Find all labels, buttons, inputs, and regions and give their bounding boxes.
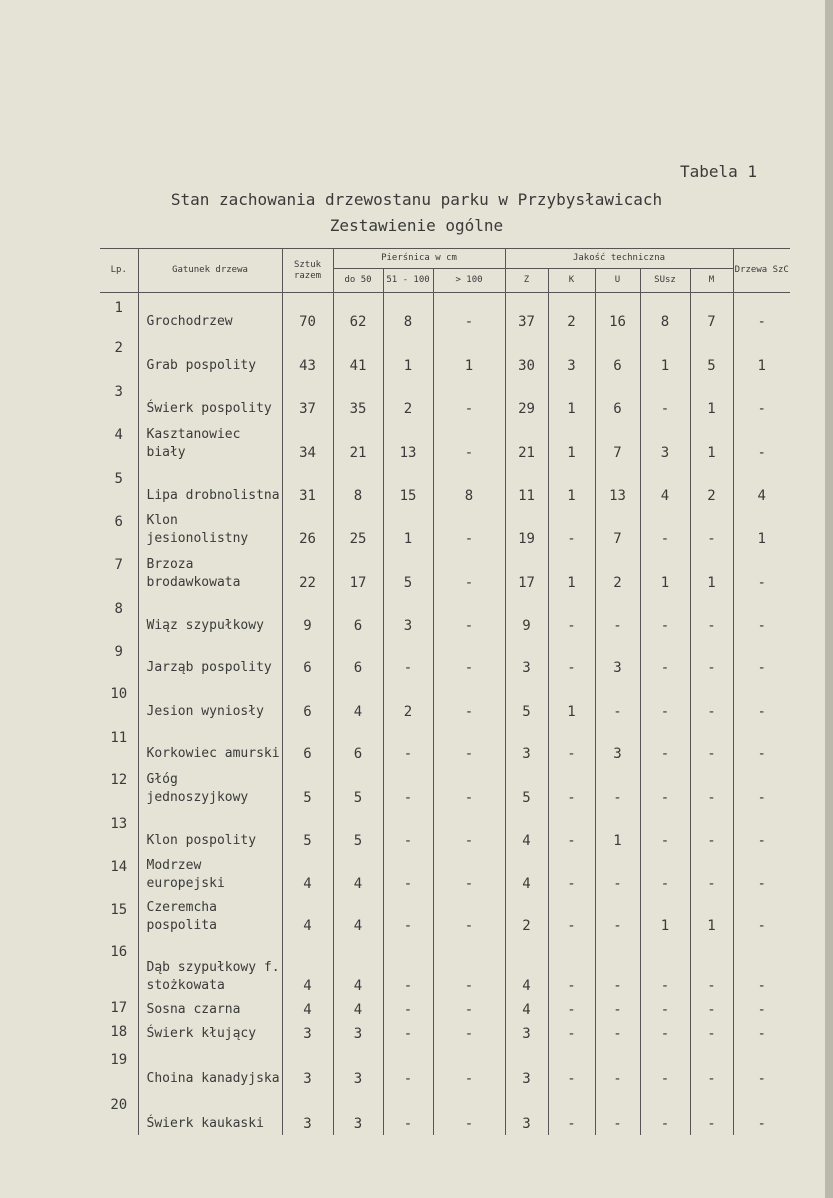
header-total: Sztuk razem — [282, 249, 333, 293]
row-value: - — [548, 1021, 595, 1045]
row-lp: 8 — [114, 600, 123, 617]
row-value: 6 — [282, 723, 333, 765]
row-value: 1 — [690, 550, 733, 594]
row-value: - — [433, 679, 505, 723]
row-value: - — [640, 679, 690, 723]
table-row — [100, 420, 790, 464]
row-value: 5 — [333, 765, 383, 809]
table-row — [100, 937, 790, 997]
row-value: 21 — [505, 420, 548, 464]
row-value: 4 — [282, 997, 333, 1021]
row-value: 1 — [548, 377, 595, 420]
row-value: 5 — [505, 679, 548, 723]
row-value: - — [433, 420, 505, 464]
row-value: 1 — [595, 809, 640, 852]
row-value: 17 — [333, 550, 383, 594]
row-value: 1 — [548, 679, 595, 723]
row-value: 4 — [333, 852, 383, 895]
header-z: Z — [505, 269, 548, 293]
row-value: 29 — [505, 377, 548, 420]
row-species: Klon jesionolistny — [138, 507, 282, 550]
table-row — [100, 333, 790, 377]
row-value: 41 — [333, 333, 383, 377]
row-value: - — [733, 550, 790, 594]
row-value: 8 — [333, 464, 383, 507]
row-lp: 10 — [110, 685, 128, 702]
row-value: - — [433, 765, 505, 809]
header-susz: SUsz — [640, 269, 690, 293]
row-species: Brzoza brodawkowata — [138, 550, 282, 594]
header-u: U — [595, 269, 640, 293]
row-value: 4 — [282, 937, 333, 997]
table-row — [100, 1090, 790, 1135]
row-lp: 19 — [110, 1051, 128, 1068]
row-value: - — [595, 895, 640, 937]
row-value: - — [595, 852, 640, 895]
row-species: Lipa drobnolistna — [138, 464, 282, 507]
row-value: - — [690, 1045, 733, 1090]
row-value: - — [733, 293, 790, 333]
row-value: 4 — [505, 937, 548, 997]
row-value: 3 — [282, 1090, 333, 1135]
table-row — [100, 1045, 790, 1090]
row-value: 3 — [383, 594, 433, 637]
row-value: - — [383, 1090, 433, 1135]
row-value: 3 — [333, 1021, 383, 1045]
row-value: 4 — [733, 464, 790, 507]
row-value: - — [383, 809, 433, 852]
row-species: Świerk kaukaski — [138, 1090, 282, 1135]
row-lp: 7 — [114, 556, 123, 573]
row-species: Choina kanadyjska — [138, 1045, 282, 1090]
table-row — [100, 637, 790, 679]
row-value: 25 — [333, 507, 383, 550]
row-value: - — [548, 1045, 595, 1090]
row-value: - — [690, 679, 733, 723]
row-value: 3 — [333, 1090, 383, 1135]
row-lp: 5 — [114, 470, 123, 487]
table-row — [100, 679, 790, 723]
header-quality: Jakość techniczna — [505, 249, 733, 269]
row-value: - — [548, 937, 595, 997]
row-value: 26 — [282, 507, 333, 550]
table-label: Tabela 1 — [680, 162, 758, 181]
row-value: - — [383, 1045, 433, 1090]
row-value: 4 — [333, 679, 383, 723]
row-value: - — [640, 1021, 690, 1045]
row-value: 17 — [505, 550, 548, 594]
row-value: 3 — [505, 1021, 548, 1045]
row-value: 6 — [282, 679, 333, 723]
row-value: - — [548, 895, 595, 937]
row-lp: 1 — [114, 300, 123, 316]
row-value: - — [595, 679, 640, 723]
row-value: - — [733, 997, 790, 1021]
row-lp: 16 — [110, 943, 128, 960]
row-value: - — [640, 637, 690, 679]
row-species: Grab pospolity — [138, 333, 282, 377]
row-value: 7 — [595, 507, 640, 550]
row-value: 4 — [505, 997, 548, 1021]
row-value: 62 — [333, 293, 383, 333]
row-species: Jarząb pospolity — [138, 637, 282, 679]
table-subtitle: Zestawienie ogólne — [329, 216, 504, 235]
row-value: - — [595, 594, 640, 637]
row-value: 1 — [690, 377, 733, 420]
table-row — [100, 1021, 790, 1045]
row-lp: 15 — [110, 901, 128, 918]
row-value: - — [690, 637, 733, 679]
row-value: 3 — [333, 1045, 383, 1090]
row-value: 6 — [595, 333, 640, 377]
row-value: 6 — [333, 637, 383, 679]
row-value: 2 — [548, 293, 595, 333]
row-lp: 3 — [114, 383, 123, 400]
row-value: 4 — [640, 464, 690, 507]
row-lp: 2 — [114, 339, 123, 356]
row-value: - — [690, 809, 733, 852]
row-value: 4 — [333, 937, 383, 997]
row-value: 8 — [383, 293, 433, 333]
row-value: - — [383, 637, 433, 679]
row-value: 13 — [595, 464, 640, 507]
row-value: 3 — [505, 637, 548, 679]
row-value: 1 — [383, 507, 433, 550]
row-value: 4 — [505, 852, 548, 895]
row-value: 5 — [282, 765, 333, 809]
row-value: - — [733, 809, 790, 852]
row-species: Dąb szypułkowy f. stożkowata — [138, 937, 282, 997]
row-value: 1 — [383, 333, 433, 377]
row-value: 3 — [505, 1045, 548, 1090]
row-value: - — [433, 1090, 505, 1135]
row-value: - — [733, 1021, 790, 1045]
row-value: 19 — [505, 507, 548, 550]
row-value: - — [383, 895, 433, 937]
row-value: - — [640, 1045, 690, 1090]
row-value: - — [733, 637, 790, 679]
row-value: - — [640, 765, 690, 809]
row-value: 4 — [282, 852, 333, 895]
row-value: - — [690, 852, 733, 895]
row-value: - — [733, 937, 790, 997]
row-value: 3 — [548, 333, 595, 377]
row-value: 4 — [282, 895, 333, 937]
row-lp: 6 — [114, 513, 123, 530]
row-value: - — [433, 507, 505, 550]
row-value: 11 — [505, 464, 548, 507]
row-species: Czeremcha pospolita — [138, 895, 282, 937]
row-value: 8 — [640, 293, 690, 333]
row-value: - — [433, 637, 505, 679]
row-value: 7 — [690, 293, 733, 333]
row-value: 15 — [383, 464, 433, 507]
row-value: - — [640, 852, 690, 895]
row-lp: 9 — [114, 643, 123, 660]
row-lp: 13 — [110, 815, 128, 832]
row-value: 21 — [333, 420, 383, 464]
row-value: 1 — [640, 333, 690, 377]
row-value: - — [733, 679, 790, 723]
row-value: - — [733, 852, 790, 895]
row-value: 1 — [548, 550, 595, 594]
row-value: - — [383, 723, 433, 765]
row-value: 4 — [333, 997, 383, 1021]
row-species: Modrzew europejski — [138, 852, 282, 895]
header-girth: Pierśnica w cm — [333, 249, 505, 269]
row-value: - — [548, 809, 595, 852]
row-value: 5 — [282, 809, 333, 852]
row-lp: 4 — [114, 426, 123, 443]
row-value: - — [595, 1045, 640, 1090]
header-szc: Drzewa SzC — [733, 249, 790, 293]
row-value: - — [733, 895, 790, 937]
header-m: M — [690, 269, 733, 293]
row-value: - — [690, 765, 733, 809]
row-lp: 14 — [110, 858, 128, 875]
table-row — [100, 723, 790, 765]
row-value: 4 — [505, 809, 548, 852]
row-value: 1 — [690, 420, 733, 464]
row-value: - — [595, 997, 640, 1021]
row-value: 2 — [383, 377, 433, 420]
row-value: 5 — [505, 765, 548, 809]
row-value: 3 — [505, 1090, 548, 1135]
row-value: - — [595, 765, 640, 809]
row-value: 3 — [595, 723, 640, 765]
table-row — [100, 594, 790, 637]
row-value: - — [690, 937, 733, 997]
row-value: 43 — [282, 333, 333, 377]
row-value: - — [595, 1021, 640, 1045]
row-value: 1 — [690, 895, 733, 937]
row-value: 1 — [640, 895, 690, 937]
table-row — [100, 765, 790, 809]
row-value: 7 — [595, 420, 640, 464]
table-row — [100, 550, 790, 594]
row-value: - — [433, 937, 505, 997]
row-lp: 20 — [110, 1096, 128, 1113]
row-value: - — [548, 1090, 595, 1135]
row-value: 1 — [548, 420, 595, 464]
header-k: K — [548, 269, 595, 293]
table-row — [100, 377, 790, 420]
row-value: - — [640, 723, 690, 765]
row-value: - — [640, 1090, 690, 1135]
row-value: 5 — [383, 550, 433, 594]
row-value: 2 — [595, 550, 640, 594]
row-value: 3 — [640, 420, 690, 464]
row-value: 16 — [595, 293, 640, 333]
row-value: 35 — [333, 377, 383, 420]
row-value: 6 — [333, 723, 383, 765]
row-value: - — [433, 895, 505, 937]
row-species: Świerk pospolity — [138, 377, 282, 420]
row-value: 1 — [548, 464, 595, 507]
table-row — [100, 895, 790, 937]
row-value: 2 — [383, 679, 433, 723]
row-value: - — [690, 997, 733, 1021]
row-value: - — [433, 1045, 505, 1090]
table-title: Stan zachowania drzewostanu parku w Przybysławicach — [170, 190, 663, 209]
row-value: - — [433, 550, 505, 594]
row-value: 1 — [733, 333, 790, 377]
row-value: - — [690, 507, 733, 550]
row-value: - — [433, 1021, 505, 1045]
header-g3: > 100 — [433, 269, 505, 293]
row-value: 3 — [282, 1021, 333, 1045]
table-row — [100, 852, 790, 895]
row-species: Klon pospolity — [138, 809, 282, 852]
row-value: 6 — [282, 637, 333, 679]
row-value: - — [640, 507, 690, 550]
row-value: 4 — [333, 895, 383, 937]
row-value: 2 — [690, 464, 733, 507]
page-edge — [825, 0, 833, 1198]
header-g1: do 50 — [333, 269, 383, 293]
row-species: Jesion wyniosły — [138, 679, 282, 723]
header-species: Gatunek drzewa — [138, 249, 282, 293]
row-value: - — [733, 594, 790, 637]
row-value: - — [733, 420, 790, 464]
row-value: - — [640, 937, 690, 997]
row-value: - — [690, 1090, 733, 1135]
row-value: - — [383, 937, 433, 997]
row-value: 22 — [282, 550, 333, 594]
header-g2: 51 - 100 — [383, 269, 433, 293]
row-value: - — [548, 852, 595, 895]
row-value: - — [433, 997, 505, 1021]
row-value: - — [433, 809, 505, 852]
row-value: 70 — [282, 293, 333, 333]
row-value: 34 — [282, 420, 333, 464]
row-value: 1 — [733, 507, 790, 550]
row-value: - — [433, 594, 505, 637]
row-value: - — [383, 765, 433, 809]
row-value: 1 — [640, 550, 690, 594]
row-value: - — [595, 937, 640, 997]
row-value: - — [640, 594, 690, 637]
row-lp: 18 — [110, 1023, 128, 1040]
row-value: - — [548, 997, 595, 1021]
row-species: Grochodrzew — [138, 293, 282, 333]
row-value: - — [690, 723, 733, 765]
table-row — [100, 464, 790, 507]
row-value: 8 — [433, 464, 505, 507]
row-value: - — [548, 637, 595, 679]
row-value: 6 — [595, 377, 640, 420]
row-lp: 11 — [110, 729, 128, 746]
header-lp: Lp. — [100, 249, 138, 293]
table-row — [100, 809, 790, 852]
row-value: - — [595, 1090, 640, 1135]
row-value: - — [690, 1021, 733, 1045]
row-value: - — [640, 809, 690, 852]
row-value: 30 — [505, 333, 548, 377]
table-row — [100, 507, 790, 550]
row-value: - — [548, 723, 595, 765]
table-row — [100, 293, 790, 333]
row-value: - — [433, 723, 505, 765]
row-value: - — [733, 377, 790, 420]
row-value: 5 — [333, 809, 383, 852]
row-value: 1 — [433, 333, 505, 377]
row-value: 3 — [282, 1045, 333, 1090]
row-value: 2 — [505, 895, 548, 937]
row-value: - — [383, 852, 433, 895]
row-species: Kasztanowiec biały — [138, 420, 282, 464]
row-value: - — [640, 997, 690, 1021]
row-value: 3 — [505, 723, 548, 765]
row-value: - — [733, 1090, 790, 1135]
row-value: 3 — [595, 637, 640, 679]
row-value: 13 — [383, 420, 433, 464]
row-value: - — [548, 594, 595, 637]
row-value: 37 — [505, 293, 548, 333]
row-value: - — [383, 997, 433, 1021]
row-value: - — [548, 765, 595, 809]
row-lp: 12 — [110, 771, 128, 788]
row-value: - — [548, 507, 595, 550]
row-value: - — [690, 594, 733, 637]
row-value: - — [433, 293, 505, 333]
row-value: - — [733, 723, 790, 765]
row-value: 6 — [333, 594, 383, 637]
tree-table — [100, 248, 790, 1135]
row-value: 37 — [282, 377, 333, 420]
row-value: - — [733, 1045, 790, 1090]
row-value: - — [733, 765, 790, 809]
row-value: - — [640, 377, 690, 420]
row-value: - — [433, 377, 505, 420]
row-lp: 17 — [110, 999, 128, 1016]
row-species: Wiąz szypułkowy — [138, 594, 282, 637]
row-value: 9 — [505, 594, 548, 637]
row-value: 9 — [282, 594, 333, 637]
table-row — [100, 997, 790, 1021]
row-species: Sosna czarna — [138, 997, 282, 1021]
row-value: - — [383, 1021, 433, 1045]
row-value: 5 — [690, 333, 733, 377]
row-value: - — [433, 852, 505, 895]
row-species: Korkowiec amurski — [138, 723, 282, 765]
row-species: Świerk kłujący — [138, 1021, 282, 1045]
row-value: 31 — [282, 464, 333, 507]
row-species: Głóg jednoszyjkowy — [138, 765, 282, 809]
